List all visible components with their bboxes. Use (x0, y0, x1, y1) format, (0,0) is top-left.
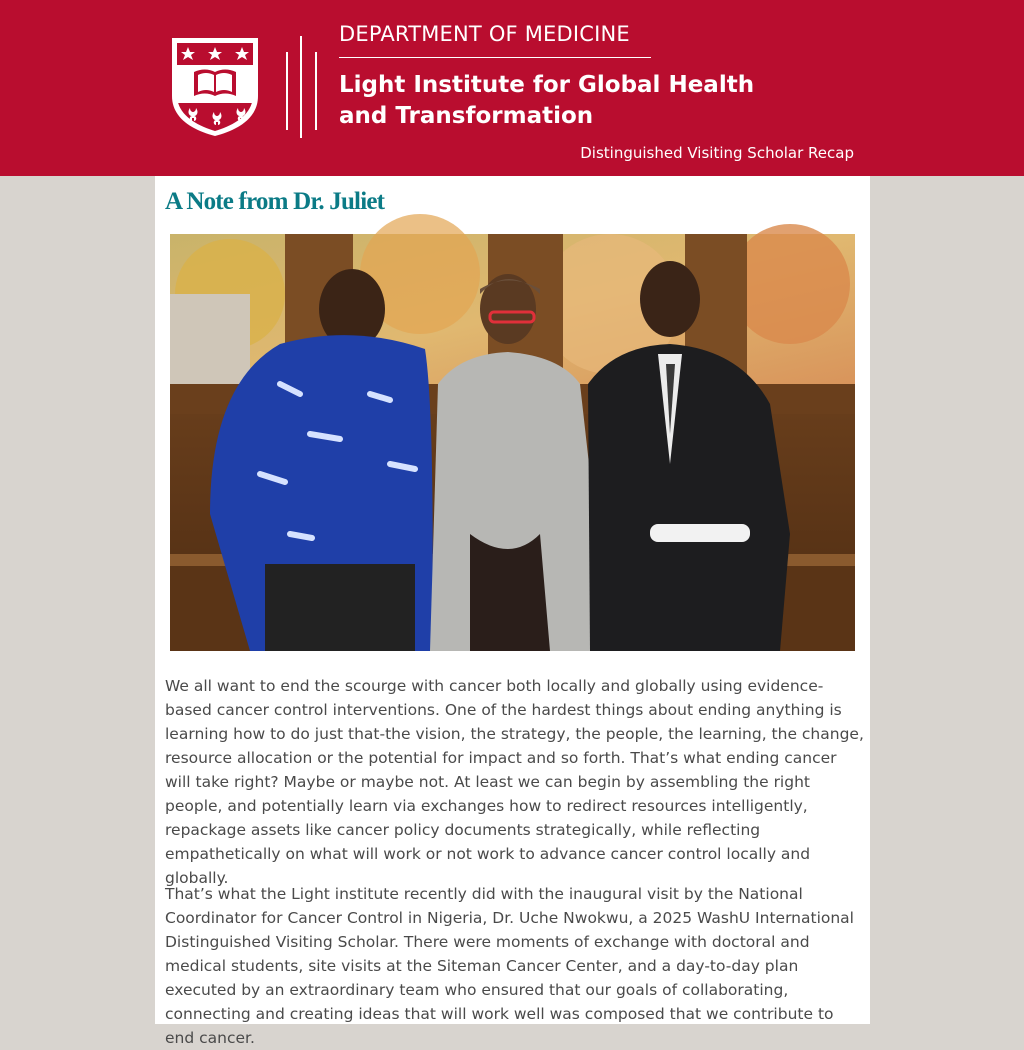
department-label: DEPARTMENT OF MEDICINE (339, 22, 630, 46)
divider-line (315, 52, 317, 130)
divider-line (300, 36, 302, 138)
university-shield-icon (168, 34, 262, 138)
section-title: A Note from Dr. Juliet (165, 188, 385, 215)
body-paragraph-1: We all want to end the scourge with cancer both locally and globally using evidence-based cancer control interventions. One of the hardest things about ending anything is learning how to do just that-the vision, the strategy, the people, the learning, the change, resource allocation or the potential for impact and so forth. That’s what ending cancer will take right? Maybe or maybe not. At least we can begin by assembling the right people, and potentially learn via exchanges how to redirect resources intelligently, repackage assets like cancer policy documents strategically, while reflecting empathetically on what will work or not work to advance cancer control locally and globally. (165, 677, 864, 887)
institute-title: Light Institute for Global Health and Transformation (339, 72, 755, 129)
header-banner (0, 0, 1024, 176)
department-underline (339, 57, 651, 58)
group-photo (170, 234, 855, 651)
divider-line (286, 52, 288, 130)
body-paragraph-2: That’s what the Light institute recently did with the inaugural visit by the National Coordinator for Cancer Control in Nigeria, Dr. Uche Nwokwu, a 2025 WashU International Distinguished Visiting Scholar. There were moments of exchange with doctoral and medical students, site visits at the Siteman Cancer Center, and a day-to-day plan executed by an extraordinary team who ensured that our goals of collaborating, connecting and creating ideas that will work well was composed that we contribute to end cancer. (165, 885, 854, 1047)
newsletter-subtitle: Distinguished Visiting Scholar Recap (580, 144, 854, 162)
group-photo-image (170, 234, 855, 651)
